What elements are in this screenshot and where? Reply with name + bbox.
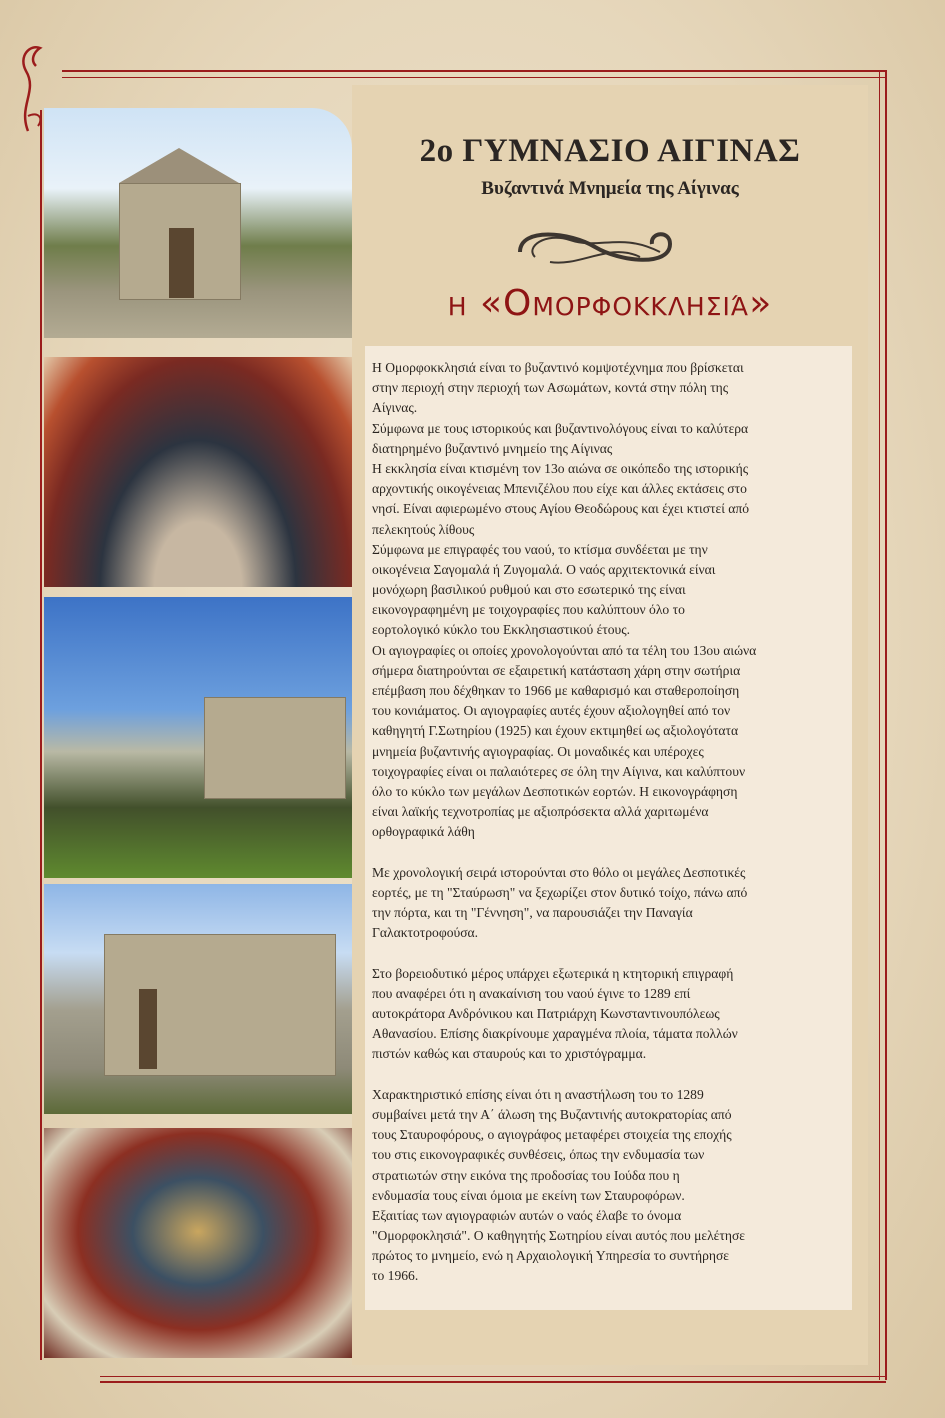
- description-text-box: [365, 346, 852, 1310]
- students-at-church-photo: [44, 597, 352, 878]
- body-text-line: τοιχογραφίες είναι οι παλαιότερες σε όλη την Αίγινα, και καλύπτουν: [372, 763, 746, 779]
- corner-flourish-icon: [8, 36, 48, 136]
- body-text-line: Αθανασίου. Επίσης διακρίνουμε χαραγμένα πλοία, τάματα πολλών: [372, 1026, 738, 1042]
- body-text-line: Στο βορειοδυτικό μέρος υπάρχει εξωτερικά η κτητορική επιγραφή: [372, 965, 734, 981]
- body-text-line: Η εκκλησία είναι κτισμένη τον 13ο αιώνα σε οικόπεδο της ιστορικής: [372, 460, 749, 476]
- frame-top-border: [62, 70, 885, 78]
- body-text-line: στρατιωτών στην εικόνα της προδοσίας του Ιούδα που η: [372, 1167, 680, 1183]
- body-text-line: αρχοντικής οικογένειας Μπενιζέλου που είχε και άλλες εκτάσεις στο: [372, 481, 747, 497]
- body-text-line: ενδυμασία τους είναι όμοια με εκείνη των Σταυροφόρων.: [372, 1187, 685, 1203]
- body-text-line: του κονιάματος. Οι αγιογραφίες αυτές έχουν αξιολογηθεί από τον: [372, 703, 731, 719]
- church-exterior-photo: [44, 108, 352, 338]
- body-text-line: επέμβαση που δέχθηκαν το 1966 με καθαρισμό και σταθεροποίηση: [372, 683, 740, 698]
- fresco-virgin-child-photo: [44, 357, 352, 587]
- church-door: [169, 228, 194, 298]
- body-text-line: [372, 1065, 852, 1085]
- body-text-line: νησί. Είναι αφιερωμένο στους Αγίου Θεοδώρους και έχει κτιστεί από: [372, 501, 750, 517]
- body-text-line: όλο το κύκλο των μεγάλων Δεσποτικών εορτών. Η εικονογράφηση: [372, 783, 738, 799]
- body-text-line: που αναφέρει ότι η ανακαίνιση του ναού έγινε το 1289 επί: [372, 985, 691, 1001]
- fresco-dome-photo: [44, 1128, 352, 1358]
- body-text-line: σήμερα διατηρούνται σε εξαιρετική κατάσταση χάρη στην σωτήρια: [372, 662, 741, 678]
- body-text-line: Σύμφωνα με τους ιστορικούς και βυζαντινολόγους είναι το καλύτερα: [372, 420, 749, 436]
- frame-right-border: [879, 70, 887, 1380]
- body-text-line: μνημεία βυζαντινής αγιογραφίας. Οι μοναδικές και υπέροχες: [372, 743, 704, 759]
- body-text-line: μονόχωρη βασιλικού ρυθμού και στο εσωτερικό της είναι: [372, 582, 686, 598]
- body-text-line: εορτολογικό κύκλο του Εκκλησιαστικού έτους.: [372, 622, 631, 638]
- body-text-line: Γαλακτοτροφούσα.: [372, 925, 479, 941]
- body-text-line: στην περιοχή στην περιοχή των Ασωμάτων, κοντά στην πόλη της: [372, 380, 729, 396]
- body-text-line: διατηρημένο βυζαντινό μνημείο της Αίγινας: [372, 440, 613, 456]
- body-text-line: την πόρτα, και τη "Γέννηση", να παρουσιάζει την Παναγία: [372, 905, 693, 921]
- church-door: [139, 989, 157, 1069]
- body-text-line: Χαρακτηριστικό επίσης είναι ότι η αναστήλωση του το 1289: [372, 1086, 704, 1102]
- body-text-line: Οι αγιογραφίες οι οποίες χρονολογούνται από τα τέλη του 13ου αιώνα: [372, 642, 757, 658]
- body-text-line: εορτές, με τη "Σταύρωση" να ξεχωρίζει στον δυτικό τοίχο, πάνω από: [372, 884, 748, 900]
- church-wall: [204, 697, 346, 799]
- poster-subtitle: Βυζαντινά Μνημεία της Αίγινας: [481, 178, 739, 199]
- body-text-line: οικογένεια Σαγομαλά ή Ζυγομαλά. Ο ναός αρχιτεκτονικά είναι: [372, 561, 716, 577]
- body-text-line: Σύμφωνα με επιγραφές του ναού, το κτίσμα συνδέεται με την: [372, 541, 708, 557]
- body-text-line: τους Σταυροφόρους, ο αγιογράφος μεταφέρει στοιχεία της εποχής: [372, 1127, 732, 1143]
- ornament-divider-icon: [510, 222, 680, 272]
- church-roof: [119, 148, 239, 183]
- body-text-line: "Ομορφοκλησιά". Ο καθηγητής Σωτηρίου είναι αυτός που μελέτησε: [372, 1228, 745, 1244]
- body-text-line: είναι λαϊκής τεχνοτροπίας με αξιοπρόσεκτα αλλά χαριτωμένα: [372, 804, 709, 820]
- body-text-line: Αίγινας.: [372, 400, 418, 416]
- body-text-line: το 1966.: [372, 1268, 419, 1284]
- body-text-line: πελεκητούς λίθους: [372, 521, 475, 537]
- body-text-line: του στις εικονογραφικές συνθέσεις, όπως την ενδυμασία των: [372, 1147, 705, 1163]
- frame-bottom-border: [100, 1376, 886, 1383]
- body-text-line: Εξαιτίας των αγιογραφιών αυτών ο ναός έλαβε το όνομα: [372, 1207, 682, 1223]
- school-title: 2ο ΓΥΜΝΑΣΙΟ ΑΙΓΙΝΑΣ: [419, 133, 801, 169]
- monument-title: η «Ομορφοκκλησιά»: [447, 283, 773, 324]
- body-text-line: Η Ομορφοκκλησιά είναι το βυζαντινό κομψοτέχνημα που βρίσκεται: [372, 360, 744, 375]
- church-side-photo: [44, 884, 352, 1114]
- body-text-line: συμβαίνει μετά την Α΄ άλωση της Βυζαντινής αυτοκρατορίας από: [372, 1106, 732, 1122]
- body-text-line: εικονογραφημένη με τοιχογραφίες που καλύπτουν όλο το: [372, 602, 685, 618]
- body-text-line: Με χρονολογική σειρά ιστορούνται στο θόλο οι μεγάλες Δεσποτικές: [372, 864, 746, 880]
- body-text-line: αυτοκράτορα Ανδρόνικου και Πατριάρχη Κωνσταντινουπόλεως: [372, 1006, 720, 1021]
- body-text-line: [372, 943, 852, 963]
- body-text-line: [372, 843, 852, 863]
- body-text-line: πιστών καθώς και σταυρούς και το χριστόγραμμα.: [372, 1046, 647, 1062]
- body-text-line: καθηγητή Γ.Σωτηρίου (1925) και έχουν εκτιμηθεί ως αξιολογότατα: [372, 723, 739, 739]
- body-text-line: ορθογραφικά λάθη: [372, 824, 475, 840]
- body-text-line: πρώτος το μνημείο, ενώ η Αρχαιολογική Υπηρεσία το συντήρησε: [372, 1248, 730, 1264]
